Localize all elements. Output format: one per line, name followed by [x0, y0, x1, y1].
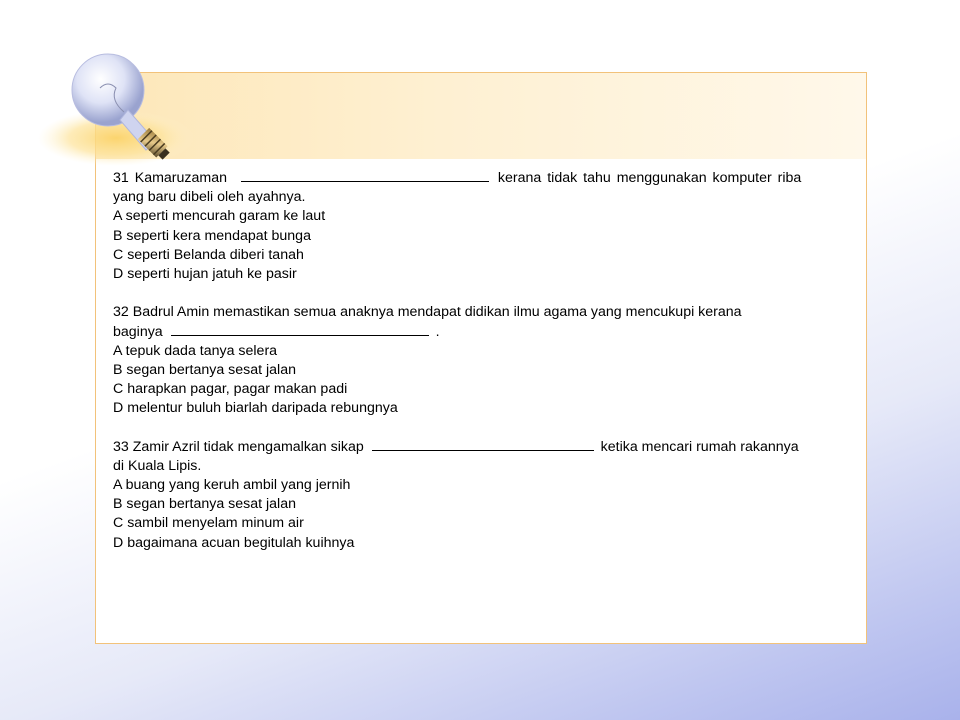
- answer-blank: [241, 169, 489, 182]
- option-a: A seperti mencurah garam ke laut: [113, 208, 326, 225]
- option-a: A tepuk dada tanya selera: [113, 342, 278, 359]
- option-d: D melentur buluh biarlah daripada rebungnya: [113, 400, 398, 417]
- question-stem-start: Zamir Azril tidak mengamalkan sikap: [132, 438, 364, 455]
- light-bulb-icon: [38, 50, 208, 170]
- question-stem-line2: yang baru dibeli oleh ayahnya.: [113, 189, 306, 206]
- question-number: 32: [113, 304, 129, 321]
- answer-blank: [372, 438, 594, 451]
- option-b: B segan bertanya sesat jalan: [113, 496, 296, 513]
- question-32: [113, 303, 853, 418]
- option-c: C harapkan pagar, pagar makan padi: [113, 381, 348, 398]
- question-stem-start: Kamaruzaman: [134, 170, 227, 186]
- option-a: A buang yang keruh ambil yang jernih: [113, 477, 351, 493]
- question-content: [113, 169, 853, 572]
- question-31: [113, 169, 853, 284]
- question-stem-end: .: [435, 323, 440, 340]
- question-stem-end: kerana tidak tahu menggunakan komputer riba: [497, 170, 802, 186]
- answer-blank: [171, 323, 429, 336]
- question-33: [113, 438, 853, 553]
- option-d: D seperti hujan jatuh ke pasir: [113, 265, 297, 282]
- question-number: 31: [113, 170, 129, 186]
- question-stem-end: ketika mencari rumah rakannya: [600, 438, 799, 455]
- header-band: [96, 73, 866, 159]
- question-stem-line1: Badrul Amin memastikan semua anaknya mendapat didikan ilmu agama yang mencukupi kerana: [132, 304, 742, 321]
- question-stem-line2: di Kuala Lipis.: [113, 457, 202, 474]
- question-stem-start: baginya: [113, 323, 163, 340]
- question-number: 33: [113, 438, 129, 455]
- option-d: D bagaimana acuan begitulah kuihnya: [113, 534, 355, 551]
- option-c: C sambil menyelam minum air: [113, 515, 304, 532]
- option-b: B segan bertanya sesat jalan: [113, 361, 296, 378]
- option-b: B seperti kera mendapat bunga: [113, 227, 311, 244]
- option-c: C seperti Belanda diberi tanah: [113, 246, 304, 263]
